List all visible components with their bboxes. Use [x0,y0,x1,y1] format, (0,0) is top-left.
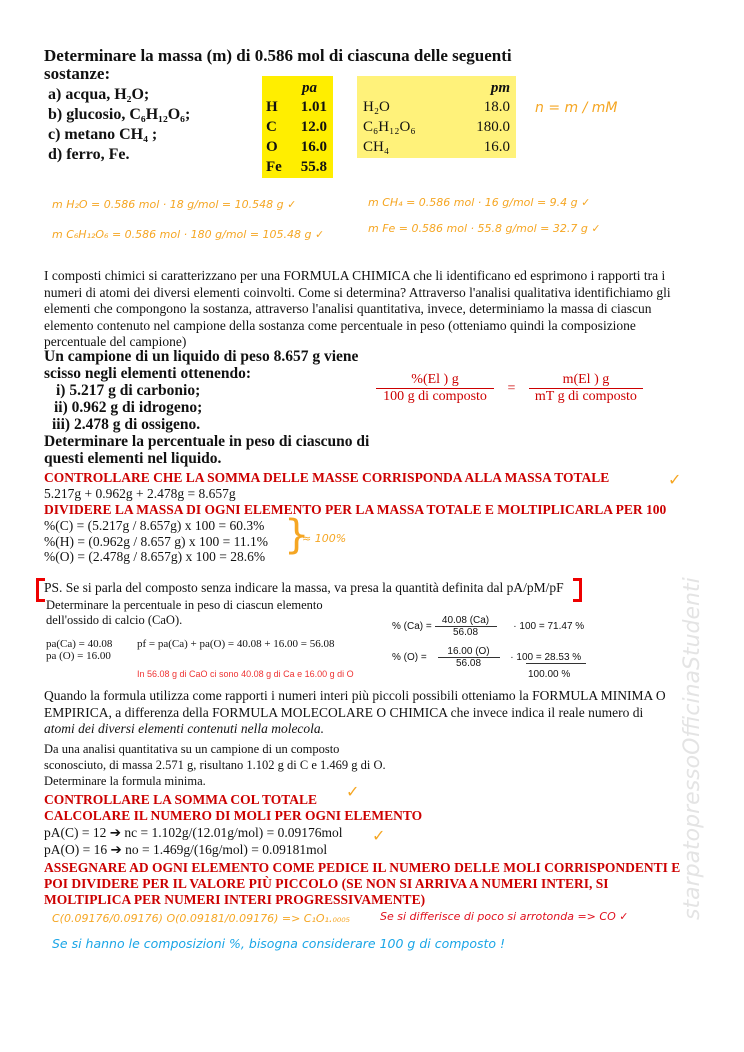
molecular-weight-table [357,76,516,158]
weight: 18.0 [483,99,510,115]
paragraph-line: numeri di atomi dei diversi elementi coinvolti. Come si determina? Attraverso l'analisi qualitativa identifichiamo gli [44,284,671,300]
instruction-check: CONTROLLARE CHE LA SOMMA DELLE MASSE CORRISPONDA ALLA MASSA TOTALE [44,470,610,485]
substance-item: d) ferro, Fe. [48,146,130,163]
instruction-check-total: CONTROLLARE LA SOMMA COL TOTALE [44,792,318,807]
weight: 55.8 [300,159,327,175]
numerator: 40.08 (Ca) [435,615,497,627]
atomic-weights [46,638,112,662]
weight: 16.0 [483,139,510,155]
pm-header: pm [490,80,510,96]
text-line: scisso negli elementi ottenendo: [44,365,252,382]
text-line: dell'ossido di calcio (CaO). [46,613,183,627]
label: % (Ca) = [392,621,432,633]
brace-icon: } [284,512,310,558]
exercise2 [44,348,369,467]
handwritten-calc: m Fe = 0.586 mol · 55.8 g/mol = 32.7 g ✓ [368,222,601,235]
text-line: Determinare la percentuale in peso di ciascun elemento [46,598,323,612]
formula-weight: pf = pa(Ca) + pa(O) = 40.08 + 16.00 = 56.08 [137,638,335,650]
result: · 100 = 28.53 % [510,652,582,664]
total: 100.00 % [528,669,571,680]
numerator: %(El ) g [376,372,494,389]
text-line: Da una analisi quantitativa su un campione di un composto [44,742,340,756]
numerator: m(El ) g [529,372,643,389]
empirical-paragraph [44,688,666,738]
denominator: 56.08 [453,627,479,638]
text-line: MOLTIPLICA PER NUMERI INTERI PROGRESSIVAMENTE) [44,892,426,907]
result-line: %(H) = (0.962g / 8.657 g) x 100 = 11.1% [44,533,268,549]
result: · 100 = 71.47 % [513,621,585,633]
substance-item: c) metano CH₄ ; [48,126,158,143]
substance-list [48,85,190,165]
paragraph-line: EMPIRICA, a differenza della FORMULA MOLECOLARE O CHIMICA che invece indica il reale numero di [44,704,644,720]
exercise-title: Determinare la massa (m) di 0.586 mol di ciascuna delle seguenti [44,46,512,65]
instruction-assign [44,860,680,908]
list-item: iii) 2.478 g di ossigeno. [52,416,201,433]
element: H [266,99,278,115]
text-line: pa (O) = 16.00 [46,650,111,662]
intro-paragraph [44,268,671,351]
atomic-weight-table [262,76,333,178]
weight: 180.0 [476,119,510,135]
paragraph-line: I composti chimici si caratterizzano per una FORMULA CHIMICA che li identificano ed esprimono i rapporti tra i [44,268,666,283]
moles-oxygen: pA(O) = 16 ➔ no = 1.469g/(16g/mol) = 0.09181mol [44,842,328,857]
weight: 1.01 [300,99,327,115]
list-item: i) 5.217 g di carbonio; [56,382,201,399]
handwritten-calc: C(0.09176/0.09176) O(0.09181/0.09176) => C₁O₁.₀₀₀₅ [52,912,351,925]
compound: CH₄ [363,139,390,155]
percent-formula [376,372,643,405]
equals: = [507,380,516,396]
text-line: sconosciuto, di massa 2.571 g, risultano 1.102 g di C e 1.469 g di O. [44,758,386,772]
ca-percent [392,615,584,638]
handwritten-approx: ≈ 100% [302,532,347,545]
check-mark-icon: ✓ [372,826,386,845]
paragraph-line: elemento contenuto nel campione della sostanza come percentuale in peso (otteniamo quindi la composizione [44,317,636,333]
percent-results [44,518,268,565]
exercise4 [44,741,386,789]
text-line: pa(Ca) = 40.08 [46,638,113,650]
compound: H₂O [363,99,390,115]
paragraph-line: Quando la formula utilizza come rapporti i numeri interi più piccoli possibili otteniamo la FORMULA MINIMA O [44,688,666,703]
instruction-moles: CALCOLARE IL NUMERO DI MOLI PER OGNI ELEMENTO [44,808,423,823]
sum-divider [526,663,586,664]
text-line: Un campione di un liquido di peso 8.657 g viene [44,348,359,365]
paragraph-line: percentuale del campione) [44,334,187,349]
element: C [266,119,277,135]
handwritten-formula: n = m / mM [535,100,618,116]
handwritten-calc: m CH₄ = 0.586 mol · 16 g/mol = 9.4 g ✓ [368,196,591,209]
exercise-title-cont: sostanze: [44,64,111,83]
check-mark-icon: ✓ [668,470,682,489]
text-line: ASSEGNARE AD OGNI ELEMENTO COME PEDICE IL NUMERO DELLE MOLI CORRISPONDENTI E [44,860,681,875]
denominator: 100 g di composto [383,389,487,404]
pa-header: pa [302,80,317,96]
denominator: 56.08 [456,658,482,669]
weight: 12.0 [300,119,327,135]
weight: 16.0 [300,139,327,155]
o-percent [392,646,581,669]
text-line: questi elementi nel liquido. [44,450,222,467]
bracket-mark [573,578,582,602]
moles-carbon: pA(C) = 12 ➔ nc = 1.102g/(12.01g/mol) = 0.09176mol [44,825,343,840]
element: Fe [266,159,282,175]
text-line: POI DIVIDERE PER IL VALORE PIÙ PICCOLO (SE NON SI ARRIVA A NUMERI INTERI, SI [44,876,609,891]
handwritten-note: Se si differisce di poco si arrotonda => CO ✓ [380,910,629,923]
handwritten-calc: m C₆H₁₂O₆ = 0.586 mol · 180 g/mol = 105.48 g ✓ [52,228,325,241]
numerator: 16.00 (O) [438,646,500,658]
compound: C₆H₁₂O₆ [363,119,416,135]
result-line: %(C) = (5.217g / 8.657g) x 100 = 60.3% [44,518,265,533]
handwritten-calc: m H₂O = 0.586 mol · 18 g/mol = 10.548 g ✓ [52,198,297,211]
element: O [266,139,278,155]
result-line: %(O) = (2.478g / 8.657g) x 100 = 28.6% [44,549,266,564]
check-mark-icon: ✓ [346,782,360,801]
note-text: In 56.08 g di CaO ci sono 40.08 g di Ca e 16.00 g di O [137,669,354,679]
exercise3 [46,598,323,628]
substance-item: a) acqua, H₂O; [48,86,150,103]
text-line: Determinare la percentuale in peso di ciascuno di [44,433,370,450]
denominator: mT g di composto [534,389,637,404]
list-item: ii) 0.962 g di idrogeno; [54,399,203,416]
paragraph-line: atomi dei diversi elementi contenuti nella molecola. [44,721,325,736]
text-line: Determinare la formula minima. [44,774,206,788]
instruction-divide: DIVIDERE LA MASSA DI OGNI ELEMENTO PER LA MASSA TOTALE E MOLTIPLICARLA PER 100 [44,502,667,517]
sum-line: 5.217g + 0.962g + 2.478g = 8.657g [44,486,236,501]
paragraph-line: elementi che compongono la sostanza, attraverso l'analisi quantitativa, invece, determiniamo la massa di ciascun [44,301,652,316]
watermark: starpatopressoOfficinaStudenti [680,577,705,920]
substance-item: b) glucosio, C₆H₁₂O₆; [48,106,191,123]
ps-note: PS. Se si parla del composto senza indicare la massa, va presa la quantità definita dal pA/pM/pF [44,580,564,595]
handwritten-note: Se si hanno le composizioni %, bisogna considerare 100 g di composto ! [52,936,506,951]
label: % (O) = [392,652,427,664]
